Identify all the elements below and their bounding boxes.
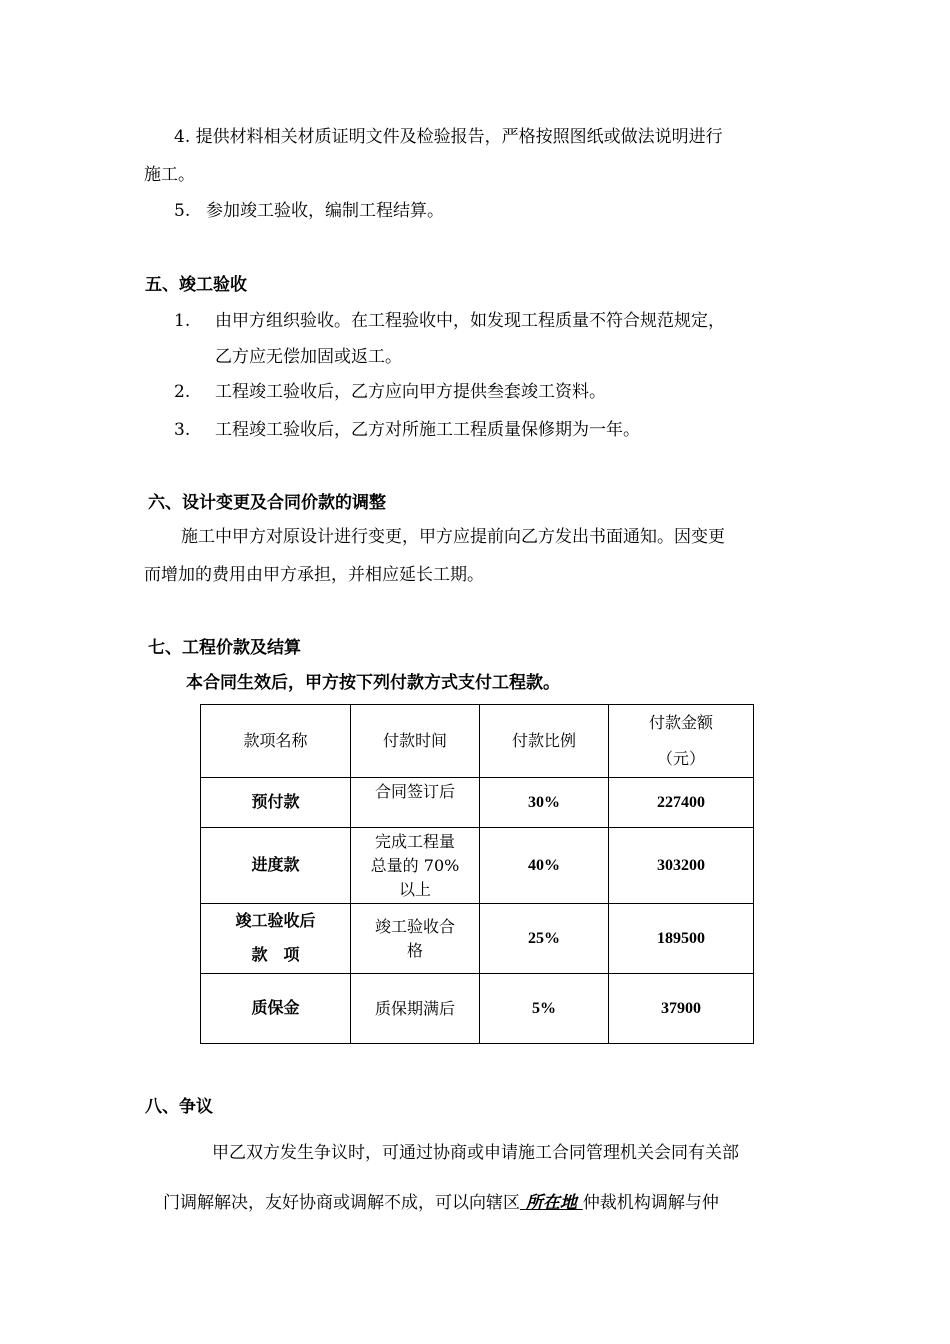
sec7-intro: 本合同生效后，甲方按下列付款方式支付工程款。 xyxy=(186,673,560,693)
row2-time-2: 总量的 70% xyxy=(370,855,460,875)
item-5-text: 参加竣工验收，编制工程结算。 xyxy=(206,201,444,221)
item-4-line1: 4. 提供材料相关材质证明文件及检验报告，严格按照图纸或做法说明进行 xyxy=(174,127,723,147)
item-4-line2: 施工。 xyxy=(144,165,195,185)
section-7-heading: 七、工程价款及结算 xyxy=(148,638,301,658)
row1-amount: 227400 xyxy=(657,793,705,811)
header-amount: 付款金额 （元） xyxy=(609,705,754,778)
table-row xyxy=(201,828,754,904)
header-name: 款项名称 xyxy=(201,705,351,778)
table-header-row xyxy=(201,705,754,778)
sec5-item-1-number: 1. xyxy=(174,311,191,331)
table-row xyxy=(201,778,754,828)
sec5-item-1-line1: 由甲方组织验收。在工程验收中，如发现工程质量不符合规范规定， xyxy=(215,311,725,331)
sec5-item-3-text: 工程竣工验收后，乙方对所施工工程质量保修期为一年。 xyxy=(215,420,640,440)
row1-name: 预付款 xyxy=(251,793,300,811)
row3-time-1: 竣工验收合 xyxy=(374,916,455,936)
sec5-item-2-number: 2. xyxy=(174,382,191,402)
location-blank: 所在地 xyxy=(520,1193,583,1213)
section-5-heading: 五、竣工验收 xyxy=(145,275,247,295)
row2-name: 进度款 xyxy=(251,856,300,874)
row2-time-1: 完成工程量 xyxy=(374,831,455,851)
row1-ratio: 30% xyxy=(528,793,560,811)
sec8-para-line1: 甲乙双方发生争议时，可通过协商或申请施工合同管理机关会同有关部 xyxy=(212,1143,739,1163)
row3-ratio: 25% xyxy=(528,929,560,947)
header-time: 付款时间 xyxy=(351,705,480,778)
row3-name-2: 款 项 xyxy=(251,946,300,964)
header-ratio: 付款比例 xyxy=(480,705,609,778)
row4-name: 质保金 xyxy=(251,999,300,1017)
row3-time-2: 格 xyxy=(406,940,423,960)
section-8-heading: 八、争议 xyxy=(145,1097,213,1117)
table-row xyxy=(201,974,754,1044)
row3-name-1: 竣工验收后 xyxy=(235,912,316,930)
table-row xyxy=(201,904,754,974)
sec5-item-3-number: 3. xyxy=(174,420,191,440)
sec5-item-2-text: 工程竣工验收后，乙方应向甲方提供叁套竣工资料。 xyxy=(215,382,606,402)
sec8-para-line2-a: 门调解解决，友好协商或调解不成，可以向辖区 xyxy=(163,1193,520,1213)
payment-table xyxy=(200,704,754,1044)
row2-time-3: 以上 xyxy=(398,879,431,899)
row2-ratio: 40% xyxy=(528,856,560,874)
row2-amount: 303200 xyxy=(657,856,705,874)
row4-time: 质保期满后 xyxy=(374,998,455,1018)
sec6-para-line2: 而增加的费用由甲方承担，并相应延长工期。 xyxy=(144,565,484,585)
row4-ratio: 5% xyxy=(532,999,556,1017)
row1-time: 合同签订后 xyxy=(374,782,455,801)
row4-amount: 37900 xyxy=(661,999,701,1017)
sec8-para-line2-b: 仲裁机构调解与仲 xyxy=(582,1193,719,1213)
section-6-heading: 六、设计变更及合同价款的调整 xyxy=(148,493,386,513)
row3-amount: 189500 xyxy=(657,929,705,947)
sec8-para-line2 xyxy=(163,1192,719,1214)
item-5-number: 5. xyxy=(174,201,191,221)
sec5-item-1-line2: 乙方应无偿加固或返工。 xyxy=(215,347,402,367)
sec6-para-line1: 施工中甲方对原设计进行变更，甲方应提前向乙方发出书面通知。因变更 xyxy=(181,527,725,547)
